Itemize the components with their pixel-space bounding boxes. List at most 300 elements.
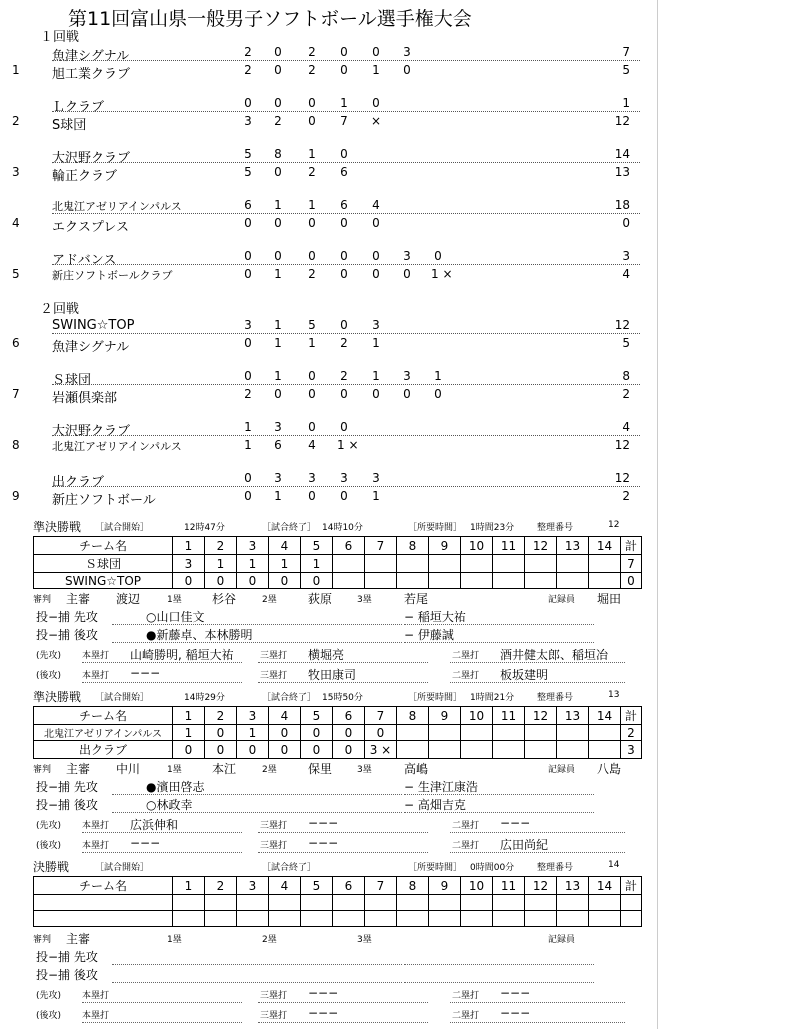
inning-score: 5	[244, 147, 252, 161]
label: ［試合開始］	[95, 693, 150, 703]
inning-score: 1	[372, 369, 380, 383]
header-inning: 13	[557, 537, 589, 555]
inning-score: 1	[301, 555, 333, 573]
total-score: 1	[622, 96, 630, 110]
inning-score	[557, 725, 589, 741]
underline	[450, 1002, 625, 1003]
semi-final-2	[0, 688, 660, 852]
label: 主審	[66, 932, 91, 946]
total-score: 2	[622, 387, 630, 401]
inning-score: 0	[244, 216, 252, 230]
umpire-3b: 若尾	[404, 592, 429, 606]
underline	[450, 682, 625, 683]
header-inning: 8	[397, 707, 429, 725]
inning-score	[429, 895, 461, 911]
total-score: 12	[614, 318, 630, 332]
inning-score: 0	[308, 489, 316, 503]
page-edge-divider	[657, 0, 658, 1029]
inning-score: 1	[308, 147, 316, 161]
inning-score	[557, 741, 589, 759]
underline	[258, 832, 428, 833]
inning-score: 0	[205, 725, 237, 741]
inning-score: 0	[237, 741, 269, 759]
game-number: 9	[12, 489, 20, 503]
underline	[258, 662, 428, 663]
header-team: チーム名	[34, 707, 173, 725]
inning-score: 1	[274, 198, 282, 212]
inning-score: 1 ×	[431, 267, 453, 281]
inning-score: 1	[308, 336, 316, 350]
header-inning: 9	[429, 877, 461, 895]
inning-score: 1	[274, 318, 282, 332]
home-runs: 広浜伸和	[130, 818, 179, 832]
game-row	[0, 93, 660, 133]
underline	[112, 624, 402, 625]
inning-score: 0	[403, 267, 411, 281]
team-name: Ｌクラブ	[52, 100, 105, 115]
inning-score: 0	[205, 573, 237, 589]
inning-score: 0	[269, 741, 301, 759]
inning-score	[269, 911, 301, 927]
label: (先攻)	[36, 991, 62, 1001]
round2-label: ２回戦	[40, 302, 80, 317]
header-inning: 12	[525, 877, 557, 895]
label: 本塁打	[82, 821, 110, 831]
total-score	[621, 911, 642, 927]
pitcher: ○林政幸	[146, 798, 193, 812]
inning-score	[493, 555, 525, 573]
header-team: チーム名	[34, 537, 173, 555]
catcher: − 稲垣大祐	[404, 610, 466, 624]
inning-score: 0	[308, 249, 316, 263]
underline	[450, 662, 625, 663]
total-score: 3	[621, 741, 642, 759]
header-total: 計	[621, 877, 642, 895]
divider-line	[52, 60, 640, 61]
inning-score: 3	[403, 249, 411, 263]
inning-score	[397, 741, 429, 759]
inning-score: 0	[340, 147, 348, 161]
team-name: S球団	[52, 118, 87, 133]
inning-score: 0	[308, 96, 316, 110]
label: (後攻)	[36, 1011, 62, 1021]
label: (先攻)	[36, 651, 62, 661]
underline	[112, 982, 402, 983]
inning-score: 1 ×	[337, 438, 359, 452]
team-name: 新庄ソフトボールクラブ	[52, 269, 173, 282]
inning-score	[333, 555, 365, 573]
header-inning: 14	[589, 537, 621, 555]
umpire-1b: 杉谷	[212, 592, 237, 606]
label: 三塁打	[260, 671, 288, 681]
label: 主審	[66, 762, 91, 776]
inning-score	[493, 573, 525, 589]
inning-score	[397, 555, 429, 573]
inning-score: 1	[274, 336, 282, 350]
inning-score: 3	[372, 471, 380, 485]
label: 二塁打	[452, 821, 480, 831]
header-inning: 14	[589, 707, 621, 725]
label: 1塁	[167, 595, 182, 605]
recorder-name: 八島	[597, 762, 622, 776]
inning-score: 6	[244, 198, 252, 212]
inning-score	[525, 725, 557, 741]
underline	[112, 964, 402, 965]
inning-score: 0	[308, 369, 316, 383]
inning-score: 2	[308, 165, 316, 179]
header-inning: 3	[237, 877, 269, 895]
underline	[112, 794, 402, 795]
inning-score: 0	[333, 725, 365, 741]
inning-score: 0	[340, 318, 348, 332]
inning-score: 1	[274, 489, 282, 503]
inning-score	[173, 911, 205, 927]
inning-score	[493, 725, 525, 741]
header-inning: 2	[205, 707, 237, 725]
inning-score: 0	[340, 387, 348, 401]
team-name: 魚津シグナル	[52, 340, 130, 355]
doubles: −−−	[500, 1006, 531, 1020]
inning-score: 0	[301, 741, 333, 759]
header-inning: 11	[493, 707, 525, 725]
label: 1塁	[167, 765, 182, 775]
label: 審判	[33, 935, 52, 945]
inning-score	[333, 895, 365, 911]
header-inning: 11	[493, 877, 525, 895]
inning-score: 1	[340, 96, 348, 110]
team-name: 輪正クラブ	[52, 169, 118, 184]
inning-score: 1	[274, 267, 282, 281]
inning-score: 0	[340, 489, 348, 503]
inning-score: 0	[274, 96, 282, 110]
inning-score	[205, 911, 237, 927]
inning-score: 3	[403, 369, 411, 383]
game-row	[0, 144, 660, 184]
label: 投−捕 後攻	[36, 968, 98, 982]
label: ［試合終了］	[262, 863, 317, 873]
game-number: 8	[12, 438, 20, 452]
umpire-2b: 保里	[308, 762, 333, 776]
underline	[82, 852, 242, 853]
inning-score: 1	[244, 438, 252, 452]
header-inning: 8	[397, 877, 429, 895]
inning-score: 1	[205, 555, 237, 573]
divider-line	[52, 213, 640, 214]
inning-score: 1	[269, 555, 301, 573]
catcher: − 生津江康浩	[404, 780, 478, 794]
label: 1塁	[167, 935, 182, 945]
inning-score: 0	[274, 45, 282, 59]
header-inning: 6	[333, 877, 365, 895]
inning-score: 7	[340, 114, 348, 128]
inning-score	[429, 911, 461, 927]
inning-score: 0	[372, 45, 380, 59]
total-score	[621, 895, 642, 911]
inning-score	[493, 741, 525, 759]
inning-score: 2	[244, 45, 252, 59]
underline	[82, 1002, 242, 1003]
inning-score	[493, 895, 525, 911]
total-score: 2	[622, 489, 630, 503]
inning-score: 4	[372, 198, 380, 212]
team-name	[34, 911, 173, 927]
triples: −−−	[308, 1006, 339, 1020]
label: 二塁打	[452, 991, 480, 1001]
home-runs: −−−	[130, 666, 161, 680]
inning-score	[333, 573, 365, 589]
inning-score	[589, 895, 621, 911]
inning-score: 1	[237, 555, 269, 573]
team-name: SWING☆TOP	[52, 318, 135, 333]
label: 3塁	[357, 765, 372, 775]
inning-score	[333, 911, 365, 927]
game-number: 5	[12, 267, 20, 281]
header-inning: 13	[557, 877, 589, 895]
team-name: SWING☆TOP	[34, 573, 173, 589]
inning-score: 0	[274, 63, 282, 77]
final-game	[0, 858, 660, 1028]
divider-line	[52, 384, 640, 385]
underline	[450, 832, 625, 833]
label: 投−捕 先攻	[36, 610, 98, 624]
total-score: 12	[614, 114, 630, 128]
label: 本塁打	[82, 991, 110, 1001]
doubles: −−−	[500, 816, 531, 830]
label: 審判	[33, 595, 52, 605]
label: 2塁	[262, 595, 277, 605]
team-name: 新庄ソフトボール	[52, 493, 156, 508]
start-time: 14時29分	[184, 693, 225, 703]
label: 記録員	[548, 595, 576, 605]
inning-score: 1	[372, 336, 380, 350]
underline	[404, 642, 594, 643]
inning-score: 3	[173, 555, 205, 573]
sequence-number: 13	[608, 690, 620, 700]
underline	[82, 832, 242, 833]
team-name: 魚津シグナル	[52, 49, 130, 64]
inning-score	[589, 741, 621, 759]
header-inning: 3	[237, 707, 269, 725]
inning-score: 0	[372, 267, 380, 281]
game-number: 2	[12, 114, 20, 128]
inning-score	[589, 555, 621, 573]
inning-score	[525, 573, 557, 589]
team-name: 大沢野クラブ	[52, 151, 131, 166]
inning-score: 0	[205, 741, 237, 759]
game-row	[0, 246, 660, 282]
doubles: 広田尚紀	[500, 838, 549, 852]
label: (後攻)	[36, 841, 62, 851]
inning-score: 0	[274, 387, 282, 401]
label: 二塁打	[452, 841, 480, 851]
inning-score	[397, 725, 429, 741]
inning-score: 1	[173, 725, 205, 741]
team-name: 出クラブ	[52, 475, 105, 490]
label: 投−捕 先攻	[36, 780, 98, 794]
header-inning: 10	[461, 877, 493, 895]
inning-score	[365, 895, 397, 911]
team-name: 大沢野クラブ	[52, 424, 131, 439]
inning-score	[525, 895, 557, 911]
inning-score	[365, 555, 397, 573]
underline	[404, 794, 594, 795]
inning-score: 0	[274, 216, 282, 230]
label: 三塁打	[260, 991, 288, 1001]
label: 整理番号	[537, 863, 574, 873]
umpire-1b: 本江	[212, 762, 237, 776]
inning-score: 3	[308, 471, 316, 485]
inning-score: 6	[340, 165, 348, 179]
game-row	[0, 315, 660, 355]
header-inning: 7	[365, 537, 397, 555]
header-inning: 3	[237, 537, 269, 555]
inning-score: 0	[173, 741, 205, 759]
inning-score: 0	[308, 420, 316, 434]
underline	[404, 982, 594, 983]
total-score: 0	[621, 573, 642, 589]
game-title: 準決勝戦	[33, 690, 82, 704]
inning-score	[301, 895, 333, 911]
total-score: 3	[622, 249, 630, 263]
label: ［所要時間］	[408, 693, 463, 703]
inning-score: 1	[308, 198, 316, 212]
triples: −−−	[308, 986, 339, 1000]
inning-score: 3	[274, 471, 282, 485]
inning-score: 5	[308, 318, 316, 332]
header-inning: 6	[333, 707, 365, 725]
inning-score: 3 ×	[365, 741, 397, 759]
label: 記録員	[548, 935, 576, 945]
inning-score	[525, 741, 557, 759]
inning-score	[429, 725, 461, 741]
header-inning: 13	[557, 707, 589, 725]
inning-score	[397, 573, 429, 589]
inning-score: 1	[237, 725, 269, 741]
divider-line	[52, 435, 640, 436]
game-title: 準決勝戦	[33, 520, 82, 534]
inning-score	[589, 911, 621, 927]
team-name: 出クラブ	[34, 741, 173, 759]
label: 三塁打	[260, 821, 288, 831]
label: 本塁打	[82, 671, 110, 681]
inning-score	[397, 911, 429, 927]
inning-score: 0	[434, 387, 442, 401]
underline	[82, 662, 242, 663]
label: 整理番号	[537, 693, 574, 703]
label: 整理番号	[537, 523, 574, 533]
catcher: − 高畑吉克	[404, 798, 466, 812]
header-inning: 6	[333, 537, 365, 555]
label: 3塁	[357, 935, 372, 945]
inning-score: 0	[372, 387, 380, 401]
inning-score: 0	[269, 725, 301, 741]
inning-score	[557, 555, 589, 573]
inning-score: 2	[308, 63, 316, 77]
inning-score	[525, 555, 557, 573]
duration: 0時間00分	[470, 863, 515, 873]
divider-line	[52, 486, 640, 487]
label: 2塁	[262, 935, 277, 945]
underline	[112, 812, 402, 813]
inning-score: 2	[340, 369, 348, 383]
inning-score: 0	[244, 471, 252, 485]
inning-score	[365, 911, 397, 927]
label: (後攻)	[36, 671, 62, 681]
label: 投−捕 後攻	[36, 628, 98, 642]
inning-score	[429, 573, 461, 589]
inning-score	[237, 911, 269, 927]
header-inning: 4	[269, 877, 301, 895]
label: 3塁	[357, 595, 372, 605]
inning-score: 0	[301, 573, 333, 589]
inning-score: 0	[244, 369, 252, 383]
inning-score	[173, 895, 205, 911]
label: 投−捕 後攻	[36, 798, 98, 812]
inning-score: 0	[434, 249, 442, 263]
triples: 横堀亮	[308, 648, 345, 662]
underline	[450, 1022, 625, 1023]
inning-score: 0	[301, 725, 333, 741]
end-time: 15時50分	[322, 693, 363, 703]
inning-score	[237, 895, 269, 911]
inning-score: 3	[403, 45, 411, 59]
inning-score: 4	[308, 438, 316, 452]
label: 主審	[66, 592, 91, 606]
inning-score: 0	[308, 387, 316, 401]
inning-score	[429, 741, 461, 759]
underline	[404, 624, 594, 625]
label: 三塁打	[260, 651, 288, 661]
divider-line	[52, 264, 640, 265]
game-row	[0, 366, 660, 406]
label: ［試合開始］	[95, 863, 150, 873]
header-inning: 4	[269, 537, 301, 555]
inning-score: 0	[308, 216, 316, 230]
underline	[82, 682, 242, 683]
inning-score: 5	[244, 165, 252, 179]
inning-score: 0	[340, 216, 348, 230]
scoreboard-table	[33, 706, 642, 759]
label: ［所要時間］	[408, 863, 463, 873]
inning-score: 2	[308, 45, 316, 59]
inning-score: 2	[274, 114, 282, 128]
header-inning: 8	[397, 537, 429, 555]
header-inning: 1	[173, 537, 205, 555]
inning-score: 3	[244, 114, 252, 128]
team-name: 岩瀬倶楽部	[52, 391, 118, 406]
inning-score: 0	[308, 114, 316, 128]
inning-score: 2	[244, 63, 252, 77]
inning-score: 1	[372, 63, 380, 77]
inning-score	[461, 895, 493, 911]
game-number: 4	[12, 216, 20, 230]
inning-score	[269, 895, 301, 911]
inning-score: 6	[340, 198, 348, 212]
team-name: 旭工業クラブ	[52, 67, 131, 82]
inning-score: 1	[244, 420, 252, 434]
triples: −−−	[308, 836, 339, 850]
inning-score: 8	[274, 147, 282, 161]
header-total: 計	[621, 537, 642, 555]
underline	[258, 1022, 428, 1023]
end-time: 14時10分	[322, 523, 363, 533]
semi-final-1	[0, 518, 660, 682]
header-total: 計	[621, 707, 642, 725]
doubles: 酒井健太郎、稲垣冶	[500, 648, 609, 662]
inning-score: 3	[340, 471, 348, 485]
label: 三塁打	[260, 841, 288, 851]
label: 二塁打	[452, 1011, 480, 1021]
